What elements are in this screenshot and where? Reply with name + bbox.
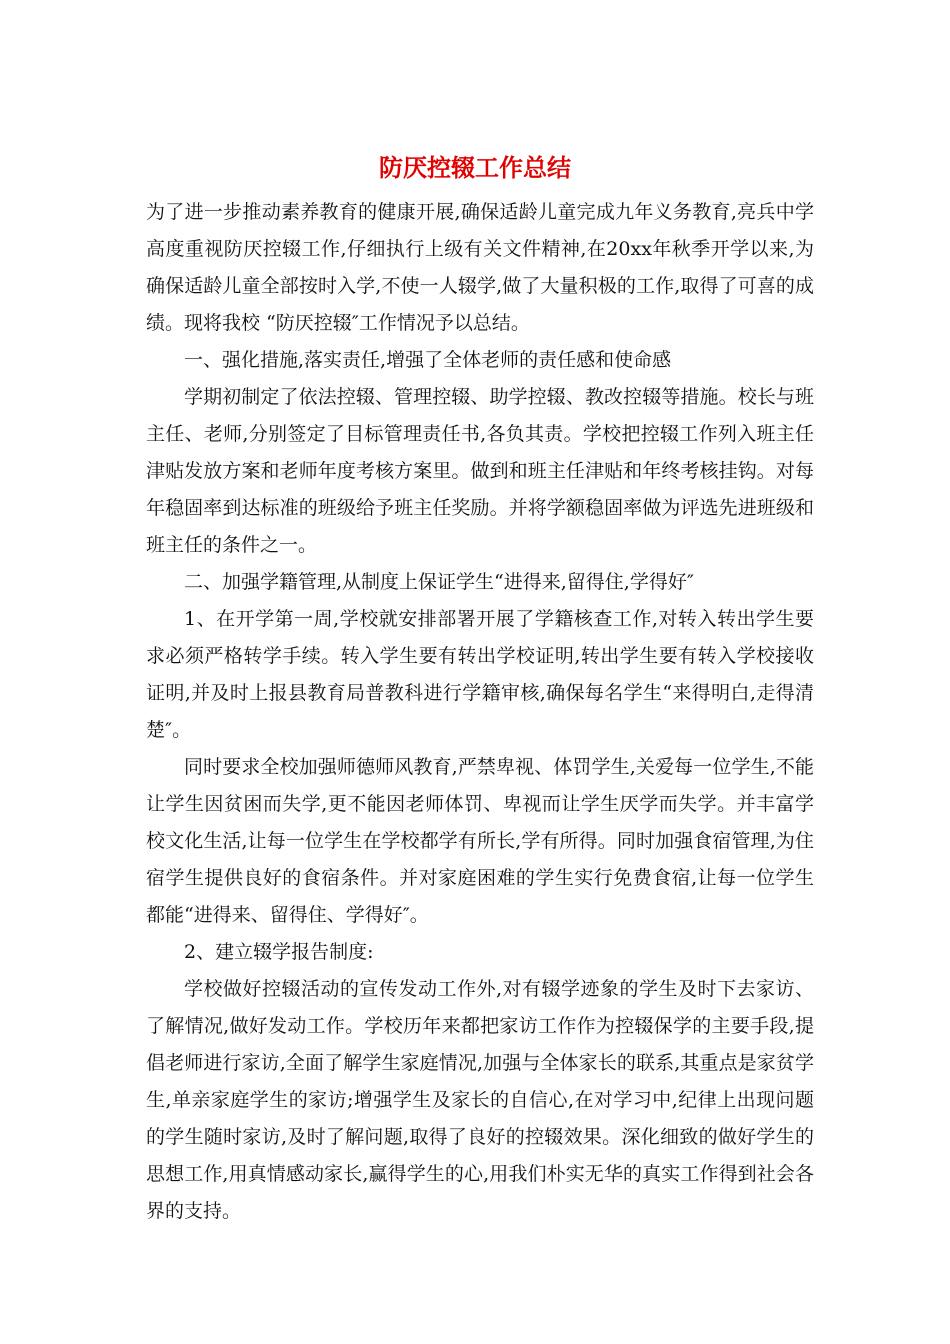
subheading-dropout-report: 2、建立辍学报告制度:	[184, 941, 374, 963]
paragraph-enrollment-check: 1、在开学第一周,学校就安排部署开展了学籍核查工作,对转入转出学生要求必须严格转学手续。转入学生要有转出学校证明,转出学生要有转入学校接收证明,并及时上报县教育局普教科进行学籍审核,确保每名学生“来得明白,走得清楚″。	[146, 608, 814, 741]
document-title: 防厌控辍工作总结	[379, 154, 571, 182]
paragraph-teacher-ethics: 同时要求全校加强师德师风教育,严禁卑视、体罚学生,关爱每一位学生,不能让学生因贫困而失学,更不能因老师体罚、卑视而让学生厌学而失学。并丰富学校文化生活,让每一位学生在学校都学有所长,学有所得。同时加强食宿管理,为住宿学生提供良好的食宿条件。并对家庭困难的学生实行免费食宿,让每一位学生都能“进得来、留得住、学得好″。	[146, 756, 814, 926]
section-heading-2: 二、加强学籍管理,从制度上保证学生“进得来,留得住,学得好″	[184, 571, 694, 593]
document-body	[146, 194, 814, 1230]
paragraph-intro: 为了进一步推动素养教育的健康开展,确保适龄儿童完成九年义务教育,亮兵中学高度重视防厌控辍工作,仔细执行上级有关文件精神,在20xx年秋季开学以来,为确保适龄儿童全部按时入学,不使一人辍学,做了大量积极的工作,取得了可喜的成绩。现将我校 “防厌控辍″工作情况予以总结。	[146, 201, 814, 334]
section-heading-1: 一、强化措施,落实责任,增强了全体老师的责任感和使命感	[184, 349, 672, 371]
paragraph-measures: 学期初制定了依法控辍、管理控辍、助学控辍、教改控辍等措施。校长与班主任、老师,分别签定了目标管理责任书,各负其责。学校把控辍工作列入班主任津贴发放方案和老师年度考核方案里。做到和班主任津贴和年终考核挂钩。对每年稳固率到达标准的班级给予班主任奖励。并将学额稳固率做为评选先进班级和班主任的条件之一。	[146, 386, 814, 556]
paragraph-home-visits: 学校做好控辍活动的宣传发动工作外,对有辍学迹象的学生及时下去家访、了解情况,做好发动工作。学校历年来都把家访工作作为控辍保学的主要手段,提倡老师进行家访,全面了解学生家庭情况,加强与全体家长的联系,其重点是家贫学生,单亲家庭学生的家访;增强学生及家长的自信心,在对学习中,纪律上出现问题的学生随时家访,及时了解问题,取得了良好的控辍效果。深化细致的做好学生的思想工作,用真情感动家长,赢得学生的心,用我们朴实无华的真实工作得到社会各界的支持。	[146, 978, 814, 1222]
